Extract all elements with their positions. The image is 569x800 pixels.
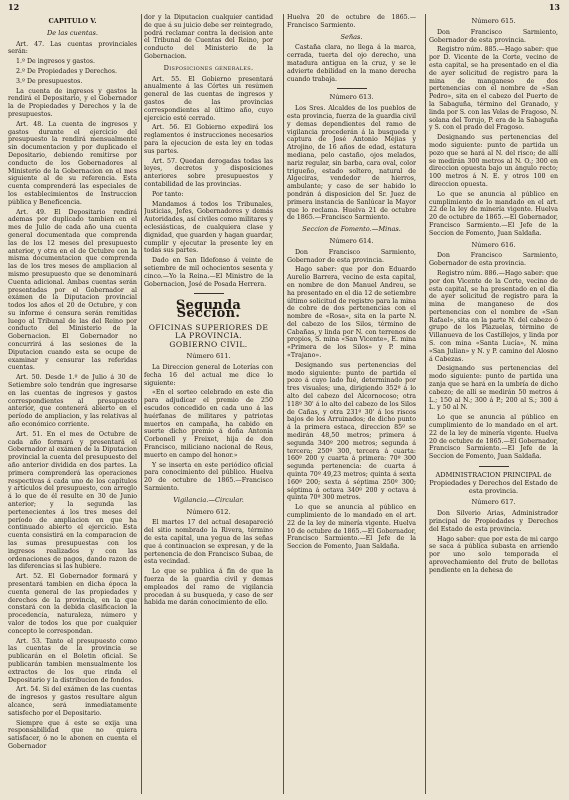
article-53: Art. 53. Tanto el presupuesto como las cuentas de la provincia se publicarán en el Boletin oficial. Se publicarán tambien mensualmente los extractos de los que rinda el Depositario y la distribucion de fondos.	[8, 637, 137, 684]
article-49: Art. 49. El Depositario rendirá ademas por duplicado tambien en el mes de Julio de cada año una cuenta general documentada que comprenda las de los 12 meses del presupuesto anterior, y otra en el de Octubre con la misma documentacion que comprenda las de los tres meses de ampliacion al mismo presupuesto que se denominará Cuenta adicional. Ambas cuentas serán presentadas por el Gobernador al exámen de la Diputacion provincial todos los años el 20 de Octubre, y con su informe é censura serán remitidas luego al Tribunal de las del Reino por conducto del Ministerio de la Gobernacion. El Gobernador no concurrirá á las sesiones de la Diputacion cuando esta se ocupe de examinar y censurar las referidas cuentas.	[8, 208, 137, 372]
chapter-heading: CAPITULO V.	[48, 17, 97, 25]
column-3	[287, 14, 416, 553]
column-divider	[283, 14, 284, 794]
notice-613: Los Sres. Alcaldes de los pueblos de esta provincia, fuerza de la guardia civil y demas dependientes del ramo de vigilancia procederán á la busqueda y captura de José Antonio Mejias y Atrojino, de 16 años de edad, estatura mediana, pelo castaño, ojos melados, nariz regular, sin barba, cara oval, color trigueño, estado soltero, natural de Algeciras, vendedor de hierros, ambulante; y caso de ser habido lo pondrán á disposicion del Sr. Juez de primera instancia de Sanlúcar la Mayor que lo reclama. Huelva 21 de octubre de 1865.—Francisco Sarmiento.	[287, 105, 416, 222]
article-57: Art. 57. Quedan derogadas todas las leyes, decretos y disposiciones anteriores sobre presupuestos y contabilidad de las provincias.	[144, 157, 273, 188]
number-614-heading: Número 614.	[329, 236, 374, 245]
article-54: Art. 54. Si del exámen de las cuentas de ingresos y gastos resultare algun alcance, será inmediatamente satisfecho por el Depositario.	[8, 686, 137, 717]
notice-616-b: Registro núm. 886.—Hago saber: que por don Vicente de la Corte, vecino de esta capital, se ha presentado en el dia de ayer solicitud de registro para la mina de manganeso de dos pertenencias con el nombre de «San Rafael», sita en la parte N. del cabezo ó grupo de los Plazuelas, término de Villanueva de los Castillejos, y linda por S. con mina «Santa Lucía», N. mina «San Julian» y N. y P. camino del Alosno á Cabezas.	[429, 269, 558, 363]
article-47-item-3: 3.º De presupuestos.	[16, 77, 83, 85]
article-47-item-2: 2.º De Propiedades y Derechos.	[16, 67, 118, 75]
divider	[194, 293, 224, 294]
divider	[479, 466, 509, 467]
notice-614-b: Hago saber: que por don Eduardo Aurelio Barrera, vecino de esta capital, en nombre de don Manuel Andreu, se ha presentado en el dia 12 de setiembre último solicitud de registro para la mina de cobre de dos pertenencias con el nombre de «Rosa», sita en la parte N. del cabezo de los Silos, término de Cabañas, y linda por N. con terrenos de propios, S. mina «San Vicente», E. mina «Primera de los Silos» y P. mina «Trajano».	[287, 266, 416, 360]
article-54-end: dor y la Diputacion cualquier cantidad de que á su juicio debe ser reintegrado, podrá reclamar contra la decision ante el Tribunal de Cuentas del Reino, por conducto del Ministerio de la Gobernacion.	[144, 14, 273, 60]
number-613-heading: Número 613.	[329, 93, 374, 102]
section-title: Segunda Seccion.	[175, 298, 242, 322]
number-612-heading: Número 612.	[186, 507, 231, 516]
article-47-tail: La cuenta de ingresos y gastos la rendirá el Depositario, y el Gobernador la de Propiedades y Derechos y la de presupuestos.	[8, 87, 137, 118]
article-48: Art. 48. La cuenta de ingresos y gastos durante el ejercicio del presupuesto la rendirá mensualmente sin documentacion y por duplicado el Depositario, debiendo remitirse por conducto de los Gobernadores al Ministerio de la Gobernacion en el mes siguiente al de su referencia. Esta cuenta comprenderá las especiales de los establecimientos de Instruccion pública y Beneficencia.	[8, 120, 137, 206]
notice-615-c: Designando sus pertenencias del modo siguiente: punto de partida un pozo que se hará al N. del risco; de allí se medirán 300 metros al N. O.; 300 en direccion opuesta bajo un ángulo recto; 100 metros á N. E. y otros 100 en direccion opuesta.	[429, 134, 558, 188]
chapter-subheading: De las cuentas.	[47, 28, 98, 37]
column-2	[144, 14, 273, 609]
administracion-heading: ADMINISTRACION PRINCIPAL de Propiedades y Derechos del Estado de esta provincia.	[429, 471, 558, 495]
notice-614-c: Designando sus pertenencias del modo siguiente: punto de partida el pozo á cuyo lado fué, determinado por tres visuales; una, dirigiendo 352º á lo alto del cabezo del Alcornocoso; otra 118º 30' á lo alto del cabezo de los Silos de Cañas, y otra 231º 30' á los riscos bajos de los Arruinados; de dicho punto á la primera estaca, direccion 85º se medirán 48,50 metros; primera á segunda 340º 200 metros; segunda á tercera; 250º 300, tercera á cuarta: 160º 200 y cuarta á primera: 70º 300 segunda pertenencia: de cuarta á quinta 70º 49,23 metros; quinta á sexta 160º 200; sexta á séptima 250º 300; séptima á octava 340º 200 y octava á quinta 70º 300 metros.	[287, 361, 416, 502]
article-51: Art. 51. En el mes de Octubre de cada año formará y presentará el Gobernador al exámen de la Diputacion provincial la cuenta del presupuesto del año anterior dividida en dos partes. La primera comprenderá las operaciones respectivas á cada uno de los capítulos y artículos del presupuesto, con arreglo á lo que de él resulte en 30 de Junio anterior; y la segunda las pertenecientes á los tres meses del período de ampliacion en que ha continuado abierto el ejercicio. Esta cuenta consistirá en la comparacion de las sumas presupuestas con los ingresos realizados y con las ordenaciones de pagos, dando razon de las diferencias si las hubiere.	[8, 430, 137, 571]
notice-615-d: Lo que se anuncia al público en cumplimiento de lo mandado en el art. 22 de la ley de minería vigente. Huelva 20 de octubre de 1865.—El Gobernador, Francisco Sarmiento.—El Jefe de la Seccion de Fomento, Juan Saldaña.	[429, 190, 558, 237]
notice-611: La Direccion general de Loterías con fecha 16 del actual me dice lo siguiente:	[144, 364, 273, 387]
gobierno-heading: GOBIERNO CIVIL.	[169, 340, 248, 350]
number-616-heading: Número 616.	[471, 240, 516, 249]
column-1	[8, 14, 137, 753]
senas-text: Castaña clara, no llega á la marca, cerrada, tuerta del ojo derecho, una matadura antigua en la cruz, y se le advierte debilidad en la mano derecha cuando trabaja.	[287, 44, 416, 83]
por-tanto: Por tanto:	[152, 190, 184, 198]
notice-615-b: Registro núm. 885.—Hago saber: que por D. Vicente de la Corte, vecino de esta capital, se ha presentado en el dia de ayer solicitud de registro para la mina de manganeso de dos pertenencias con el nombre de «San Pedro», sita en el cabezo del Puerto de la Sabaguña, término del Granado, y linda por S. con las Velas de Fragoso, N. solana del Torujo, P. era de la Sabaguña y S. con el prado del Fragoso.	[429, 46, 558, 132]
notice-614-d: Lo que se anuncia al público en cumplimiento de lo mandado en el art. 22 de la ley de minería vigente. Huelva 10 de octubre de 1865.—El Gobernador, Francisco Sarmiento.—El Jefe de la Seccion de Fomento, Juan Saldaña.	[287, 504, 416, 551]
notice-614-a: Don Francisco Sarmiento, Gobernador de esta provincia.	[287, 248, 416, 264]
article-55: Art. 55. El Gobierno presentará anualmente á las Córtes un resúmen general de las cuentas de ingresos y gastos de las provincias correspondientes al último año, cuyo ejercicio esté cerrado.	[144, 75, 273, 122]
article-47: Art. 47. Las cuentas provinciales serán:	[8, 40, 137, 56]
article-47-item-1: 1.º De ingresos y gastos.	[16, 58, 95, 66]
divider	[337, 88, 367, 89]
oficinas-heading: OFICINAS SUPERIORES DE LA PROVINCIA.	[148, 322, 269, 340]
notice-615-a: Don Francisco Sarmiento, Gobernador de esta provincia.	[429, 28, 558, 44]
article-50: Art. 50. Desde 1.º de Julio á 30 de Setiembre solo tendrán que ingresarse en las cuentas de ingresos y gastos correspondientes al presupuesto anterior, que contenerá abierto en el período de ampliacion, y las relativas al año económico corriente.	[8, 374, 137, 429]
senas-heading: Señas.	[340, 32, 363, 41]
column-divider	[425, 14, 426, 794]
dado-en: Dado en San Ildefonso á veinte de setiembre de mil ochocientos sesenta y cinco.—Yo la Reina.—El Ministro de la Gobernacion, José de Posada Herrera.	[144, 257, 273, 288]
notice-617-a: Don Silverio Arias, Administrador principal de Propiedades y Derechos del Estado de esta provincia.	[429, 510, 558, 533]
notice-617-b: Hago saber: que por esta de mi cargo se saca á pública subasta en arriendo por uno solo temporada el aprovechamiento del fruto de bellotas pendiente en la dehesa de	[429, 535, 558, 574]
notice-612-signature: Huelva 20 de octubre de 1865.—Francisco Sarmiento.	[287, 14, 416, 29]
page-number-left: 12	[8, 2, 20, 12]
number-617-heading: Número 617.	[471, 498, 516, 507]
column-4	[429, 14, 558, 577]
notice-612-b: Lo que se publica á fin de que la fuerza de la guardia civil y demas empleados del ramo de vigilancia procedan á su busqueda, y caso de ser habida me darán conocimiento de ello.	[144, 568, 273, 607]
article-54-cont: Siempre que á este se exija una responsabilidad que no quiera satisfacer, ó no le abonen en cuenta el Gobernador	[8, 719, 137, 750]
notice-616-c: Designando sus pertenencias del modo siguiente: punto de partida una zanja que se hará en la umbría de dicho cabezo; de allí se medirán 50 metros á L.; 150 al N.; 300 á P.; 200 al S.; 300 á L. y 50 al N.	[429, 365, 558, 412]
column-divider	[141, 14, 142, 794]
minas-heading: Seccion de Fomento.—Minas.	[302, 225, 401, 234]
number-615-heading: Número 615.	[471, 17, 516, 25]
disposiciones-heading: Disposiciones generales.	[163, 63, 254, 72]
vigilancia-heading: Vigilancia.—Circular.	[173, 495, 244, 504]
number-611-heading: Número 611.	[186, 352, 231, 361]
notice-616-d: Lo que se anuncia al público en cumplimiento de lo mandado en el art. 22 de la ley de minería vigente. Huelva 20 de octubre de 1865.—El Gobernador, Francisco Sarmiento.—El Jefe de la Seccion de Fomento, Juan Saldaña.	[429, 414, 558, 461]
notice-616-a: Don Francisco Sarmiento, Gobernador de esta provincia.	[429, 252, 558, 268]
notice-611-quote: «En el sorteo celebrado en este dia para adjudicar el premio de 250 escudos concedido en cada uno á las huérfanas de militares y patriotas muertos en campaña, ha cabido en suerte dicho premio á doña Antonia Corbonell y Freixet, hija de don Francisco, miliciano nacional de Reus, muerto en campo del honor.»	[144, 389, 273, 459]
mandamos: Mandamos á todos los Tribunales, Justicias, Jefes, Gobernadores y demás Autoridades, así civiles como militares y eclesiásticas, de cualquiera clase y dignidad, que guarden y hagan guardar, cumplir y ejecutar la presente ley en todas sus partes.	[144, 200, 273, 255]
article-56: Art. 56. El Gobierno expedirá los reglamentos é instrucciones necesarios para la ejecucion de esta ley en todas sus partes.	[144, 124, 273, 155]
page-number-right: 13	[548, 2, 560, 12]
article-52: Art. 52. El Gobernador formará y presentará tambien en dicha época la cuenta general de las propiedades y derechos de la provincia, en la que constará con la debida clasificacion la procedencia, naturaleza, número y valor de todos los que por cualquier concepto le correspondan.	[8, 573, 137, 635]
notice-612: El martes 17 del actual desapareció del sitio nombrado la Rivera, término de esta capital, una yegua de las señas que á continuacion se expresan, y de la pertenencia de don Francisco Subaa, de esta vecindad.	[144, 519, 273, 566]
notice-611-end: Y se inserta en este periódico oficial para conocimiento del público. Huelva 20 de octubre de 1865.—Francisco Sarmiento.	[144, 461, 273, 493]
